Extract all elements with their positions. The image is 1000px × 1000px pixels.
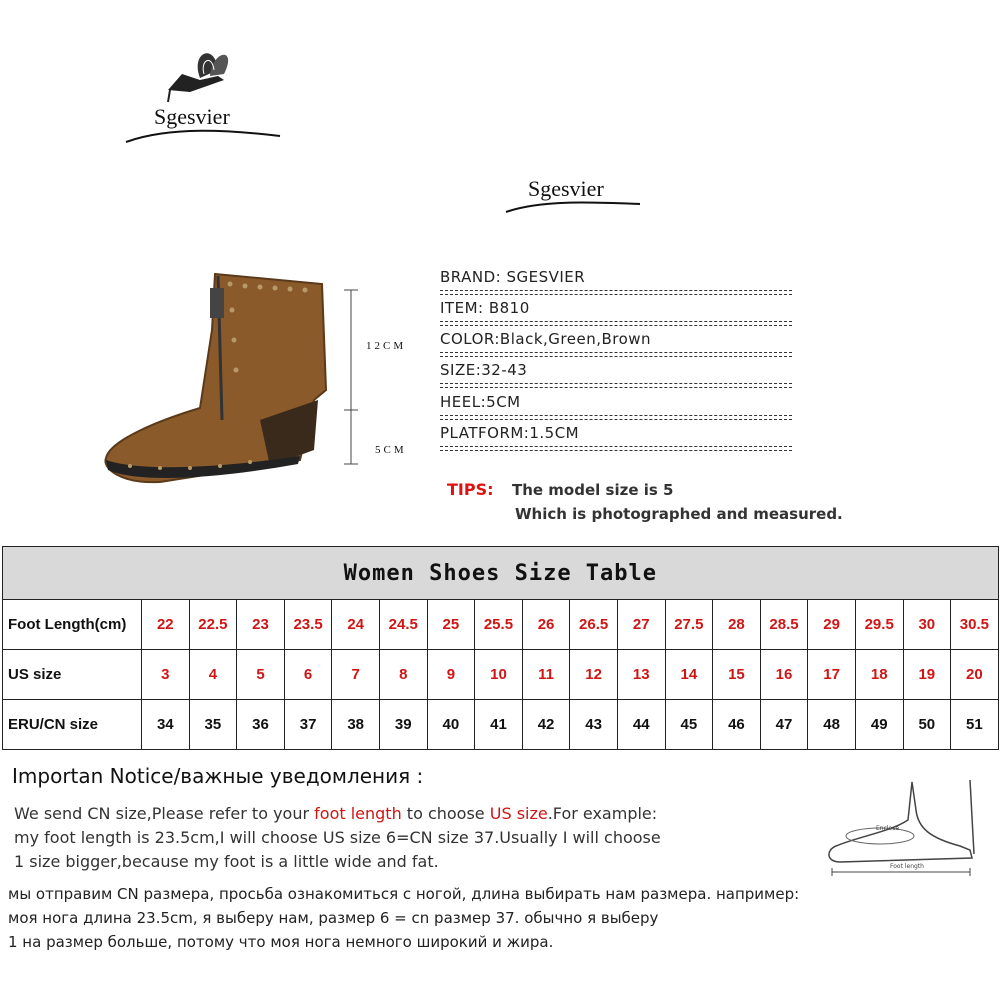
spec-brand: BRAND: SGESVIER — [440, 268, 792, 291]
table-cell: 27 — [617, 600, 665, 650]
table-cell: 6 — [284, 650, 332, 700]
table-cell: 14 — [665, 650, 713, 700]
notice-en-line-2: my foot length is 23.5cm,I will choose US size 6=CN size 37.Usually I will choose — [14, 828, 661, 847]
shaft-height-label: 12CM — [366, 340, 407, 352]
ankle-boot-icon — [100, 270, 340, 490]
notice-text: We send CN size,Please refer to your — [14, 804, 315, 823]
table-cell: 41 — [475, 700, 523, 750]
table-cell: 19 — [903, 650, 951, 700]
table-cell: 43 — [570, 700, 618, 750]
heel-height-label: 5CM — [375, 444, 407, 456]
table-cell: 20 — [951, 650, 999, 700]
row-header: US size — [3, 650, 142, 700]
notice-ru-line-1: мы отправим CN размера, просьба ознакомиться с ногой, длина выбирать нам размера. например: — [8, 885, 800, 903]
table-cell: 28.5 — [760, 600, 808, 650]
boot-image — [100, 270, 340, 490]
notice-text: .For example: — [547, 804, 658, 823]
table-row-eu-cn-size — [3, 700, 999, 750]
row-header: Foot Length(cm) — [3, 600, 142, 650]
size-table — [2, 546, 999, 750]
row-header: ERU/CN size — [3, 700, 142, 750]
table-cell: 49 — [855, 700, 903, 750]
table-cell: 51 — [951, 700, 999, 750]
butterfly-heel-icon — [120, 40, 290, 150]
spec-platform: PLATFORM:1.5CM — [440, 424, 792, 447]
us-size-highlight: US size — [489, 804, 548, 823]
notice-en-line-1 — [14, 804, 657, 823]
notice-en-line-3: 1 size bigger,because my foot is a little wide and fat. — [14, 852, 439, 871]
table-row-foot-length — [3, 600, 999, 650]
table-cell: 3 — [142, 650, 190, 700]
spec-item: ITEM: B810 — [440, 299, 792, 322]
table-cell: 29.5 — [855, 600, 903, 650]
table-cell: 9 — [427, 650, 475, 700]
table-cell: 47 — [760, 700, 808, 750]
table-cell: 4 — [189, 650, 237, 700]
table-cell: 25.5 — [475, 600, 523, 650]
table-cell: 26.5 — [570, 600, 618, 650]
table-cell: 12 — [570, 650, 618, 700]
swoosh-icon — [500, 170, 650, 220]
table-cell: 40 — [427, 700, 475, 750]
notice-title: Importan Notice/важные уведомления : — [12, 764, 424, 788]
table-cell: 7 — [332, 650, 380, 700]
table-cell: 11 — [522, 650, 570, 700]
spec-heel: HEEL:5CM — [440, 393, 792, 416]
table-cell: 17 — [808, 650, 856, 700]
table-cell: 30 — [903, 600, 951, 650]
table-row-us-size — [3, 650, 999, 700]
table-cell: 28 — [713, 600, 761, 650]
table-cell: 37 — [284, 700, 332, 750]
foot-length-highlight: foot length — [314, 804, 402, 823]
notice-ru-line-3: 1 на размер больше, потому что моя нога немного широкий и жира. — [8, 933, 554, 951]
table-cell: 42 — [522, 700, 570, 750]
table-cell: 16 — [760, 650, 808, 700]
table-cell: 23.5 — [284, 600, 332, 650]
table-cell: 39 — [379, 700, 427, 750]
table-cell: 22 — [142, 600, 190, 650]
logo-wordmark-2: Sgesvier — [528, 176, 604, 201]
table-cell: 34 — [142, 700, 190, 750]
table-cell: 44 — [617, 700, 665, 750]
table-cell: 13 — [617, 650, 665, 700]
table-cell: 27.5 — [665, 600, 713, 650]
tips-line-2: Which is photographed and measured. — [515, 505, 843, 523]
table-cell: 45 — [665, 700, 713, 750]
brand-logo — [120, 40, 290, 150]
foot-measure-icon — [820, 780, 990, 880]
logo-wordmark: Sgesvier — [154, 104, 230, 129]
notice-ru-line-2: моя нога длина 23.5cm, я выберу нам, размер 6 = cn размер 37. обычно я выберу — [8, 909, 659, 927]
foot-measure-figure — [820, 780, 990, 880]
spec-color: COLOR:Black,Green,Brown — [440, 330, 792, 353]
brand-wordmark — [500, 170, 650, 220]
table-cell: 36 — [237, 700, 285, 750]
table-cell: 8 — [379, 650, 427, 700]
tips-line-1: The model size is 5 — [512, 481, 674, 499]
table-cell: 30.5 — [951, 600, 999, 650]
table-cell: 24.5 — [379, 600, 427, 650]
table-cell: 26 — [522, 600, 570, 650]
table-cell: 22.5 — [189, 600, 237, 650]
table-cell: 23 — [237, 600, 285, 650]
table-cell: 25 — [427, 600, 475, 650]
spec-size: SIZE:32-43 — [440, 361, 792, 384]
table-cell: 5 — [237, 650, 285, 700]
table-cell: 24 — [332, 600, 380, 650]
table-cell: 10 — [475, 650, 523, 700]
size-table-title: Women Shoes Size Table — [3, 547, 999, 600]
table-cell: 15 — [713, 650, 761, 700]
table-cell: 38 — [332, 700, 380, 750]
dimension-marker — [336, 286, 366, 468]
notice-text: to choose — [401, 804, 490, 823]
enclose-label: Enclose — [876, 825, 900, 832]
table-cell: 35 — [189, 700, 237, 750]
table-cell: 48 — [808, 700, 856, 750]
tips-label: TIPS: — [447, 480, 494, 499]
foot-length-label: Foot length — [890, 863, 924, 870]
table-cell: 29 — [808, 600, 856, 650]
table-cell: 18 — [855, 650, 903, 700]
table-cell: 50 — [903, 700, 951, 750]
table-cell: 46 — [713, 700, 761, 750]
